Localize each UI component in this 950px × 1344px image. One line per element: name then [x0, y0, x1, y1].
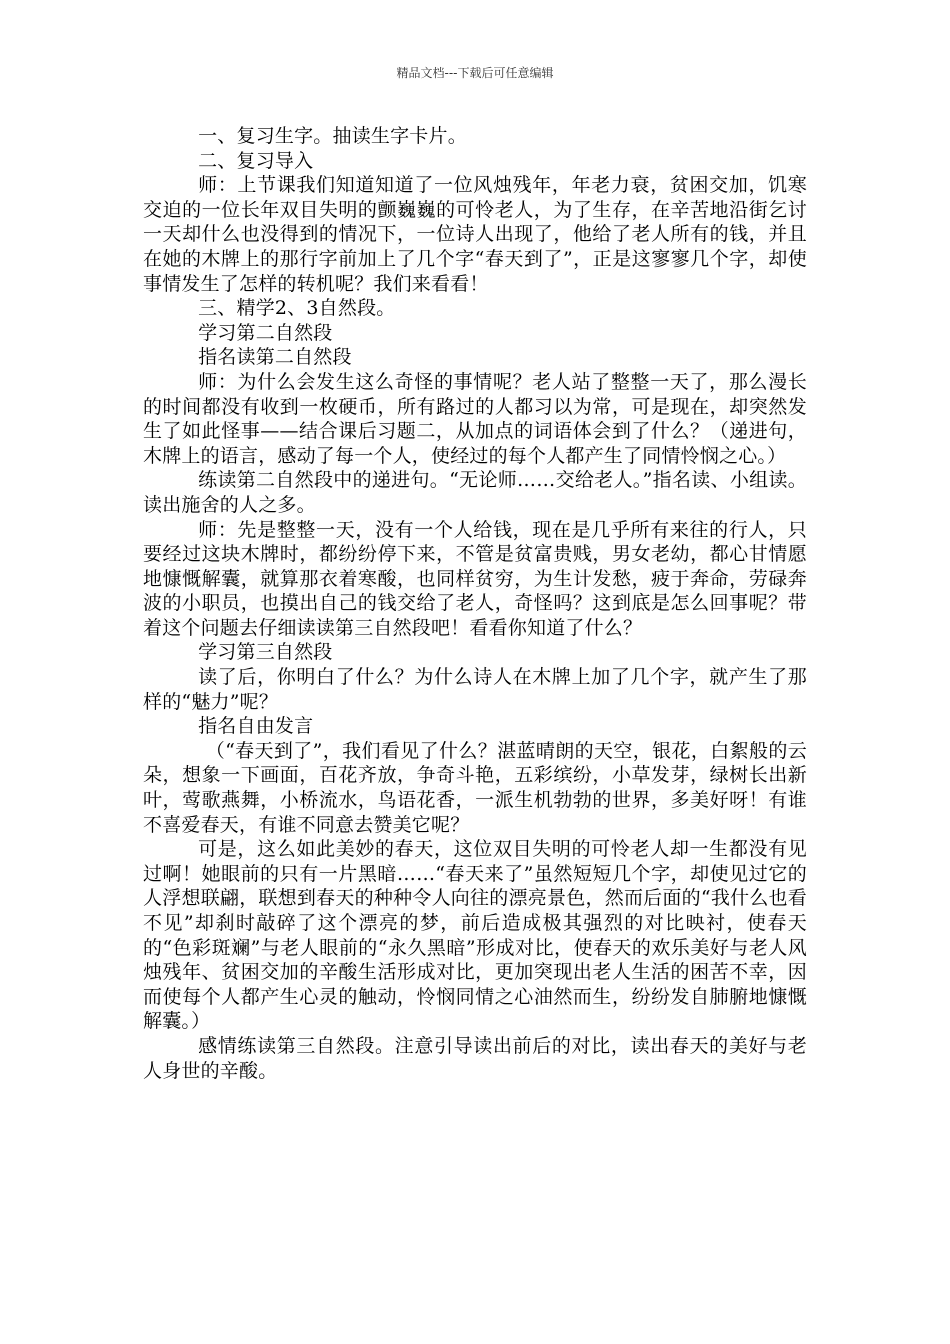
paragraph: 指名读第二自然段	[198, 346, 352, 369]
paragraph: 练读第二自然段中的递进句。“无论师……交给老人。”指名读、小组读。读出施舍的人之多。	[143, 469, 807, 516]
paragraph: 师：先是整整一天，没有一个人给钱，现在是几乎所有来往的行人，只要经过这块木牌时，都纷纷停下来，不管是贫富贵贱，男女老幼，都心甘情愿地慷慨解囊，就算那衣着寒酸，也同样贫穷，为生计发愁，疲于奔命，劳碌奔波的小职员，也摸出自己的钱交给了老人，奇怪吗？这到底是怎么回事呢？带着这个问题去仔细读读第三自然段吧！看看你知道了什么？	[143, 518, 807, 639]
paragraph: 三、精学2、3自然段。	[198, 297, 396, 320]
paragraph: 指名自由发言	[198, 715, 314, 738]
paragraph: 学习第二自然段	[198, 321, 333, 344]
paragraph: 一、复习生字。抽读生字卡片。	[198, 125, 467, 147]
document-body	[143, 124, 807, 1083]
paragraph: 师：为什么会发生这么奇怪的事情呢？老人站了整整一天了，那么漫长的时间都没有收到一枚硬币，所有路过的人都习以为常，可是现在，却突然发生了如此怪事——结合课后习题二，从加点的词语体会到了什么？（递进句，木牌上的语言，感动了每一个人，使经过的每个人都产生了同情怜悯之心。）	[143, 370, 807, 467]
paragraph: （“春天到了”，我们看见了什么？湛蓝晴朗的天空，银花，白絮般的云朵，想象一下画面，百花齐放，争奇斗艳，五彩缤纷，小草发芽，绿树长出新叶，莺歌燕舞，小桥流水，鸟语花香，一派生机勃勃的世界，多美好呀！有谁不喜爱春天，有谁不同意去赞美它呢？	[143, 739, 807, 836]
paragraph: 可是，这么如此美妙的春天，这位双目失明的可怜老人却一生都没有见过啊！她眼前的只有一片黑暗……“春天来了”虽然短短几个字，却使见过它的人浮想联翩，联想到春天的种种令人向往的漂亮景色，然而后面的“我什么也看不见”却刹时敲碎了这个漂亮的梦，前后造成极其强烈的对比映衬，使春天的“色彩斑斓”与老人眼前的“永久黑暗”形成对比，使春天的欢乐美好与老人风烛残年、贫困交加的辛酸生活形成对比，更加突现出老人生活的困苦不幸，因而使每个人都产生心灵的触动，怜悯同情之心油然而生，纷纷发自肺腑地慷慨解囊。）	[143, 838, 807, 1033]
paragraph: 学习第三自然段	[198, 641, 333, 664]
paragraph: 二、复习导入	[198, 149, 314, 172]
paragraph: 感情练读第三自然段。注意引导读出前后的对比，读出春天的美好与老人身世的辛酸。	[143, 1034, 807, 1082]
page-header: 精品文档---下载后可任意编辑	[396, 66, 554, 80]
paragraph: 读了后，你明白了什么？为什么诗人在木牌上加了几个字，就产生了那样的“魅力”呢？	[143, 666, 807, 713]
paragraph: 师：上节课我们知道知道了一位风烛残年，年老力衰，贫困交加，饥寒交迫的一位长年双目失明的颤巍巍的可怜老人，为了生存，在辛苦地沿街乞讨一天却什么也没得到的情况下，一位诗人出现了，他给了老人所有的钱，并且在她的木牌上的那行字前加上了几个字“春天到了”，正是这寥寥几个字，却使事情发生了怎样的转机呢？我们来看看！	[143, 174, 807, 295]
